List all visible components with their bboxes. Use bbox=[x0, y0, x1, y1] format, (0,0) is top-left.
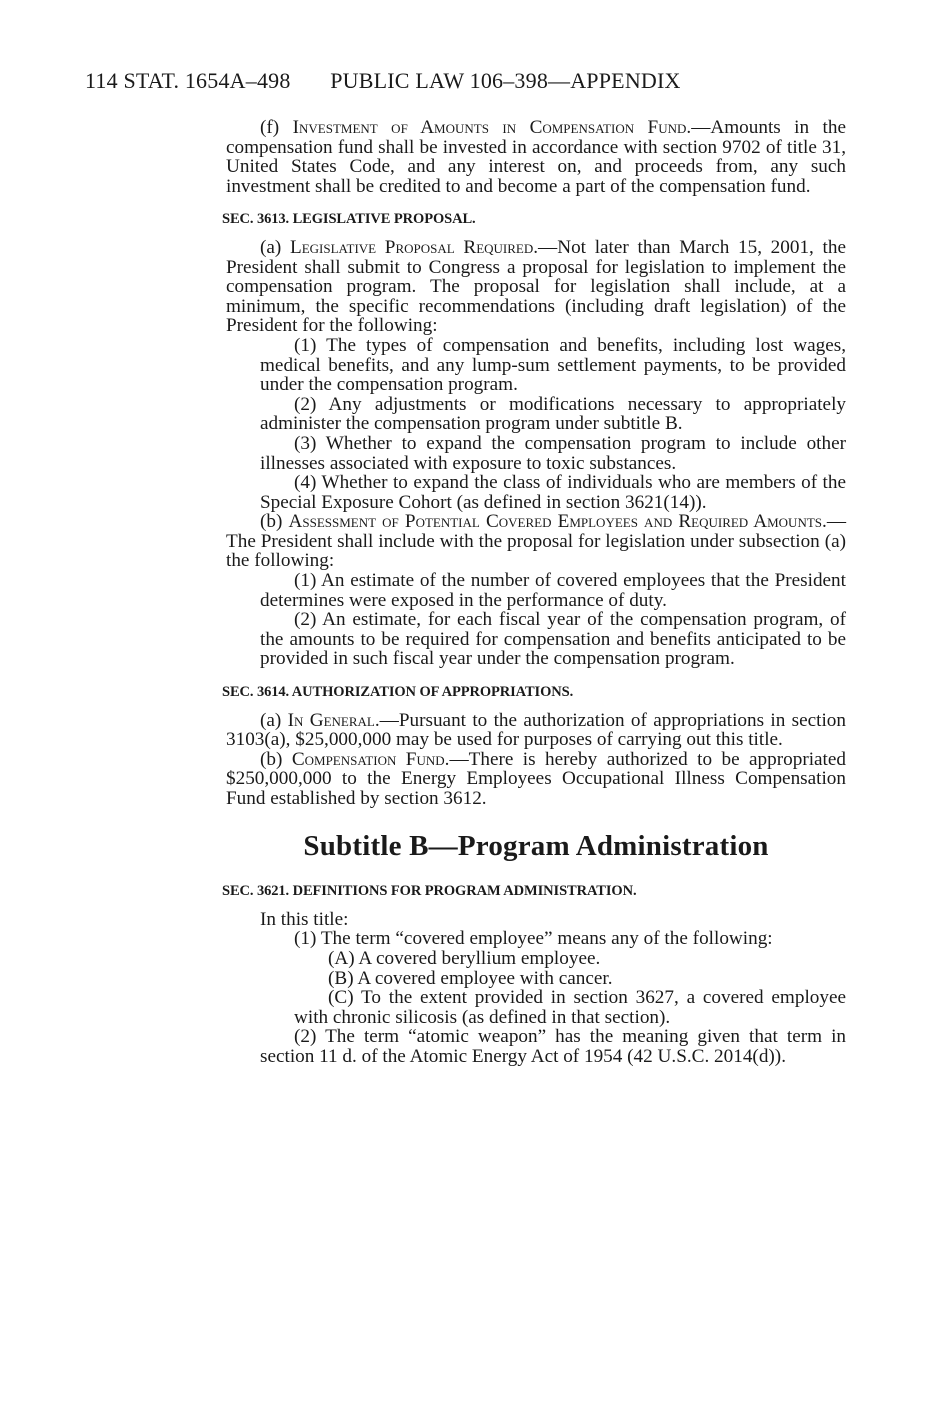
list-item: (2) An estimate, for each fiscal year of the compensation program, of the amounts to be required for compensation and benefits anticipated to be provided in such fiscal year under the compensation program. bbox=[260, 609, 846, 670]
paragraph-text: —Pursuant to the authorization of appropriations in section 3103(a), $25,000,000 may be used for purposes of carrying out this title. bbox=[226, 709, 846, 751]
paragraph-3613-a bbox=[226, 238, 846, 336]
paragraph-label: (a) bbox=[260, 709, 288, 731]
definitions-intro: In this title: bbox=[260, 908, 349, 930]
list-item: (4) Whether to expand the class of individuals who are members of the Special Exposure Cohort (as defined in section 3621(14)). bbox=[260, 472, 846, 513]
list-item: (2) The term “atomic weapon” has the meaning given that term in section 11 d. of the Atomic Energy Act of 1954 (42 U.S.C. 2014(d)). bbox=[260, 1026, 846, 1067]
paragraph-text: —The President shall include with the proposal for legislation under subsection (a) the following: bbox=[226, 511, 846, 572]
paragraph-caption: In General. bbox=[287, 709, 380, 731]
document-body bbox=[222, 117, 847, 1067]
list-subitem: (B) A covered employee with cancer. bbox=[328, 967, 613, 989]
paragraph-label: (b) bbox=[260, 748, 292, 770]
section-heading-3613: SEC. 3613. LEGISLATIVE PROPOSAL. bbox=[222, 211, 476, 228]
paragraph-3613-b bbox=[226, 512, 846, 571]
page-stat-number: 114 STAT. 1654A–498 bbox=[85, 68, 291, 93]
list-item: (3) Whether to expand the compensation program to include other illnesses associated with exposure to toxic substances. bbox=[260, 432, 846, 474]
section-heading-3614: SEC. 3614. AUTHORIZATION OF APPROPRIATIONS. bbox=[222, 684, 574, 701]
paragraph-label: (b) bbox=[260, 511, 289, 533]
paragraph-text: —There is hereby authorized to be appropriated $250,000,000 to the Energy Employees Occupational Illness Compensation Fund established by section 3612. bbox=[226, 748, 846, 809]
paragraph-3614-a bbox=[226, 711, 846, 750]
paragraph-label: (a) bbox=[260, 236, 290, 258]
paragraph-text: —Amounts in the compensation fund shall be invested in accordance with section 9702 of title 31, United States Code, and any interest on, and proceeds from, any such investment shall be credited to and become a part of the compensation fund. bbox=[226, 117, 847, 197]
paragraph-text: —Not later than March 15, 2001, the President shall submit to Congress a proposal for legislation to implement the compensation program. The proposal for legislation shall include, at a minimum, the specific recommendations (including draft legislation) of the President for the following: bbox=[226, 236, 846, 337]
section-heading-3621: SEC. 3621. DEFINITIONS FOR PROGRAM ADMINISTRATION. bbox=[222, 883, 637, 900]
list-item: (1) The term “covered employee” means any of the following: bbox=[294, 928, 773, 950]
page-header bbox=[85, 68, 681, 94]
list-subitem: (C) To the extent provided in section 3627, a covered employee with chronic silicosis (as defined in that section). bbox=[294, 987, 846, 1028]
paragraph-f bbox=[226, 118, 846, 196]
paragraph-caption: Assessment of Potential Covered Employees and Required Amounts. bbox=[288, 511, 827, 533]
paragraph-caption: Legislative Proposal Required. bbox=[290, 236, 539, 258]
paragraph-caption: Investment of Amounts in Compensation Fund. bbox=[292, 117, 692, 138]
running-head-title: PUBLIC LAW 106–398—APPENDIX bbox=[330, 68, 681, 93]
subtitle-heading: Subtitle B—Program Administration bbox=[303, 829, 769, 862]
list-item: (1) The types of compensation and benefits, including lost wages, medical benefits, and any lump-sum settlement payments, to be provided under the compensation program. bbox=[260, 334, 846, 396]
list-subitem: (A) A covered beryllium employee. bbox=[328, 947, 601, 969]
list-item: (2) Any adjustments or modifications necessary to appropriately administer the compensation program under subtitle B. bbox=[260, 393, 846, 435]
paragraph-caption: Compensation Fund. bbox=[291, 748, 450, 770]
paragraph-label: (f) bbox=[260, 117, 293, 138]
paragraph-3614-b bbox=[226, 750, 846, 809]
list-item: (1) An estimate of the number of covered employees that the President determines were exposed in the performance of duty. bbox=[260, 570, 846, 611]
